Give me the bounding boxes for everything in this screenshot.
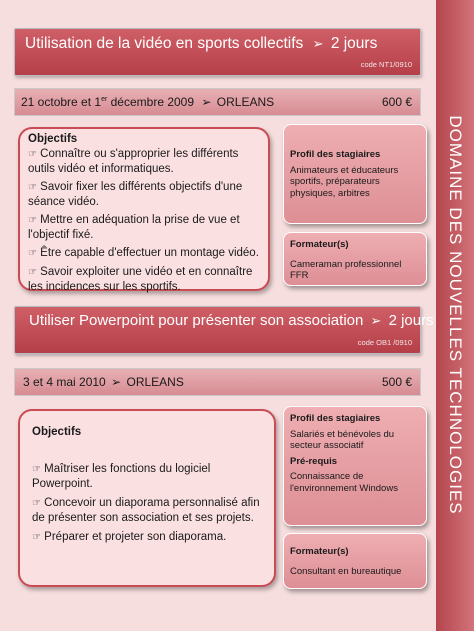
course1-trainer-box (283, 232, 427, 286)
course2-profile-title: Profil des stagiaires (290, 413, 381, 424)
course2-prereq-text: Connaissance de l'environnement Windows (290, 471, 398, 494)
course1-objective (28, 246, 268, 261)
course2-profile-text: Salariés et bénévoles du secteur associatif (290, 428, 395, 451)
course1-objective-text: Savoir exploiter une vidéo et en connaître les incidences sur les sportifs. (28, 266, 253, 293)
course1-objective (28, 180, 268, 209)
course2-date: 3 et 4 mai 2010 (23, 375, 106, 389)
course1-price: 600 € (381, 95, 412, 109)
course1-profile-title: Profil des stagiaires (290, 149, 381, 160)
course1-objective-text: Connaître ou s'approprier les différents outils vidéo et informatiques. (28, 148, 239, 175)
arrow-icon: ➢ (111, 375, 122, 389)
course1-objective-text: Savoir fixer les différents objectifs d'une séance vidéo. (28, 181, 243, 208)
course1-info-bar (14, 88, 421, 116)
course2-objective-text: Concevoir un diaporama personnalisé afin de présenter son association et ses projets. (32, 497, 260, 524)
domain-label: DOMAINE DES NOUVELLES TECHNOLOGIES (446, 115, 465, 515)
arrow-icon: ➢ (370, 313, 382, 328)
course1-objective (28, 147, 268, 176)
course1-trainer-title: Formateur(s) (290, 239, 349, 250)
course1-objective-text: Mettre en adéquation la prise de vue et l'objectif fixé. (28, 214, 240, 241)
course1-objectives-title: Objectifs (28, 133, 78, 145)
course2-trainer-box (283, 533, 427, 589)
course1-date-part1: 21 octobre et 1 (21, 95, 102, 109)
course2-duration: 2 jours (388, 312, 434, 329)
course2-trainer-text: Consultant en bureautique (290, 565, 402, 577)
course1-objective-text: Être capable d'effectuer un montage vidéo. (40, 247, 259, 259)
course2-objectives-box (18, 409, 276, 587)
course2-objective (32, 496, 266, 526)
pointing-hand-icon: ☞ (28, 215, 37, 226)
course1-profile-text: Animateurs et éducateurs sportifs, préparateurs physiques, arbitres (290, 164, 399, 199)
course2-objective (32, 530, 266, 545)
arrow-icon: ➢ (201, 95, 212, 109)
course1-objectives-box (18, 127, 270, 291)
course2-prereq-title: Pré-requis (290, 455, 337, 467)
pointing-hand-icon: ☞ (28, 149, 37, 160)
course1-title-line (25, 35, 377, 53)
course2-code: code OB1 /0910 (357, 338, 412, 347)
arrow-icon: ➢ (312, 36, 324, 51)
course2-title: Utiliser Powerpoint pour présenter son association (29, 312, 364, 329)
course1-code: code NT1/0910 (360, 60, 412, 69)
course1-duration: 2 jours (330, 35, 378, 52)
course1-objective (28, 265, 268, 294)
pointing-hand-icon: ☞ (32, 498, 41, 509)
pointing-hand-icon: ☞ (28, 267, 37, 278)
course1-objective (28, 213, 268, 242)
course2-price: 500 € (381, 375, 412, 389)
course2-title-line (29, 312, 434, 329)
course2-profile-box (283, 406, 427, 526)
pointing-hand-icon: ☞ (28, 182, 37, 193)
course1-date-part2: décembre 2009 (107, 95, 195, 109)
course1-date-location (21, 95, 274, 109)
course2-trainer-title: Formateur(s) (290, 546, 349, 557)
course2-objective-text: Maîtriser les fonctions du logiciel Powerpoint. (32, 463, 211, 490)
course2-objectives-title: Objectifs (32, 426, 82, 438)
course2-title-bar (14, 306, 434, 354)
course2-info-bar (14, 368, 421, 396)
course1-profile-box (283, 124, 427, 224)
course2-objective-text: Préparer et projeter son diaporama. (44, 531, 227, 543)
course1-date-sup: er (101, 96, 108, 103)
course1-trainer-text: Cameraman professionnel FFR (290, 258, 402, 281)
course2-objective (32, 462, 266, 492)
pointing-hand-icon: ☞ (28, 248, 37, 259)
pointing-hand-icon: ☞ (32, 464, 41, 475)
course2-location: ORLEANS (126, 375, 184, 389)
pointing-hand-icon: ☞ (32, 532, 41, 543)
course1-title-bar (14, 28, 421, 76)
course2-date-location (23, 375, 184, 389)
course1-location: ORLEANS (216, 95, 275, 109)
course1-title: Utilisation de la vidéo en sports collectifs (25, 35, 304, 52)
